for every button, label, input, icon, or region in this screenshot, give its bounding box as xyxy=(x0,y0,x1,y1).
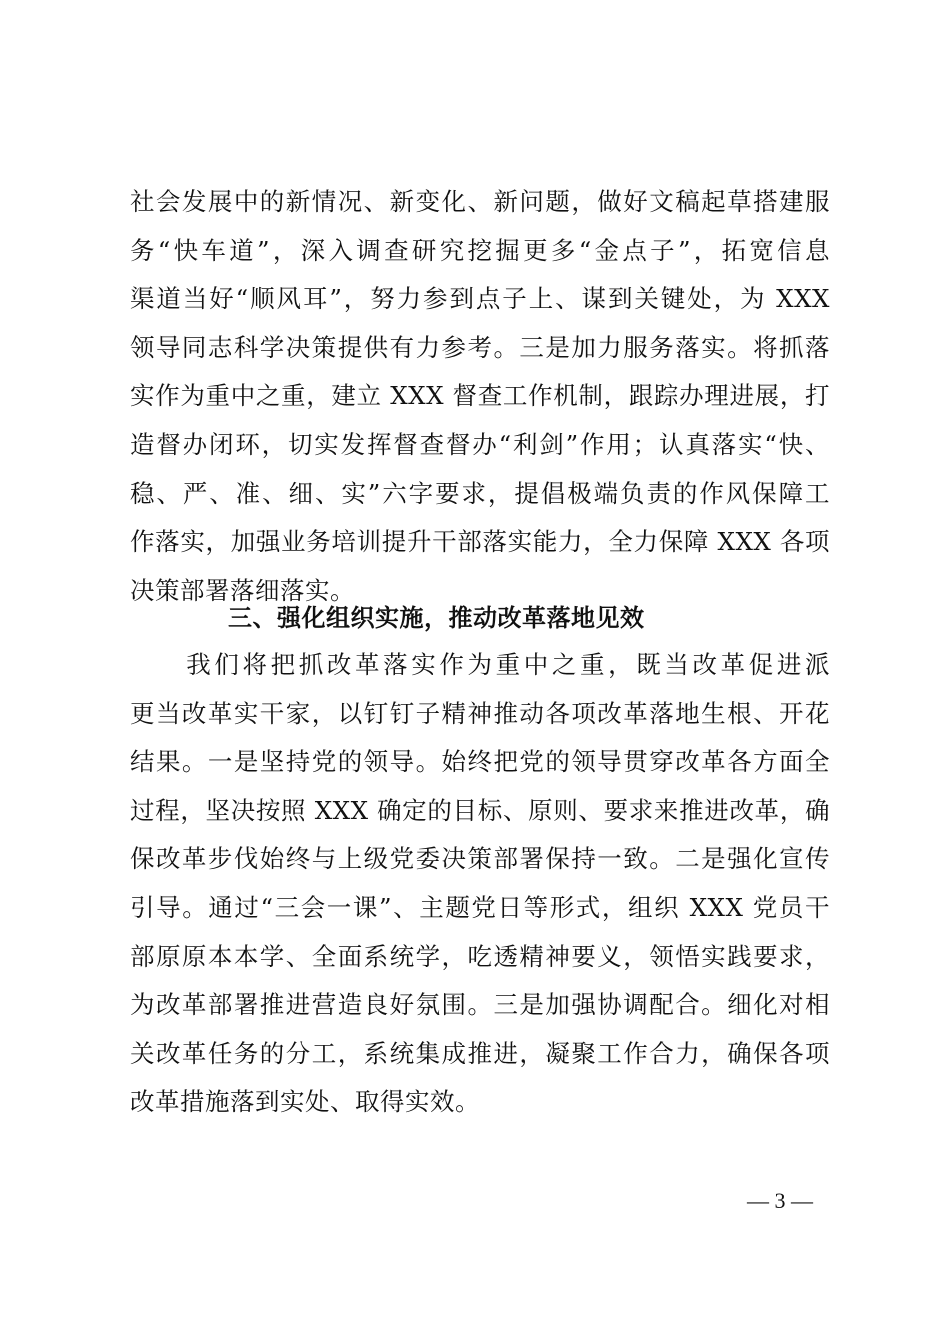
paragraph-line: 为改革部署推进营造良好氛围。三是加强协调配合。细化对相 xyxy=(130,990,830,1020)
section-heading-block xyxy=(130,595,830,641)
paragraph-line: 稳、严、准、细、实”六字要求，提倡极端负责的作风保障工 xyxy=(130,478,830,508)
paragraph-line: 务“快车道”，深入调查研究挖掘更多“金点子”，拓宽信息 xyxy=(130,235,830,265)
paragraph-line: 领导同志科学决策提供有力参考。三是加力服务落实。将抓落 xyxy=(130,332,830,362)
paragraph-line: 过程，坚决按照 XXX 确定的目标、原则、要求来推进改革，确 xyxy=(130,795,830,825)
paragraph-line: 更当改革实干家，以钉钉子精神推动各项改革落地生根、开花 xyxy=(130,698,830,728)
paragraph-line: 结果。一是坚持党的领导。始终把党的领导贯穿改革各方面全 xyxy=(130,747,830,777)
paragraph-line: 引导。通过“三会一课”、主题党日等形式，组织 XXX 党员干 xyxy=(130,892,830,922)
paragraph-line: 决策部署落细落实。 xyxy=(130,575,355,605)
page-number: — 3 — xyxy=(747,1188,813,1213)
paragraph-line: 造督办闭环，切实发挥督查督办“利剑”作用；认真落实“快、 xyxy=(130,429,830,459)
paragraph-line: 作落实，加强业务培训提升干部落实能力，全力保障 XXX 各项 xyxy=(130,527,830,557)
continuation-paragraph xyxy=(130,178,830,615)
paragraph-line: 保改革步伐始终与上级党委决策部署保持一致。二是强化宣传 xyxy=(130,844,830,874)
paragraph-line: 社会发展中的新情况、新变化、新问题，做好文稿起草搭建服 xyxy=(130,187,830,216)
paragraph-line: 实作为重中之重，建立 XXX 督查工作机制，跟踪办理进展，打 xyxy=(130,381,830,411)
paragraph-line: 我们将把抓改革落实作为重中之重，既当改革促进派 xyxy=(130,650,830,679)
paragraph-line: 改革措施落到实处、取得实效。 xyxy=(130,1087,480,1117)
paragraph-line: 关改革任务的分工，系统集成推进，凝聚工作合力，确保各项 xyxy=(130,1038,830,1068)
section-paragraph xyxy=(130,641,830,1127)
paragraph-line: 部原原本本学、全面系统学，吃透精神要义，领悟实践要求， xyxy=(130,941,830,971)
section-heading: 三、强化组织实施，推动改革落地见效 xyxy=(228,604,645,632)
paragraph-line: 渠道当好“顺风耳”，努力参到点子上、谋到关键处，为 XXX xyxy=(130,284,830,314)
